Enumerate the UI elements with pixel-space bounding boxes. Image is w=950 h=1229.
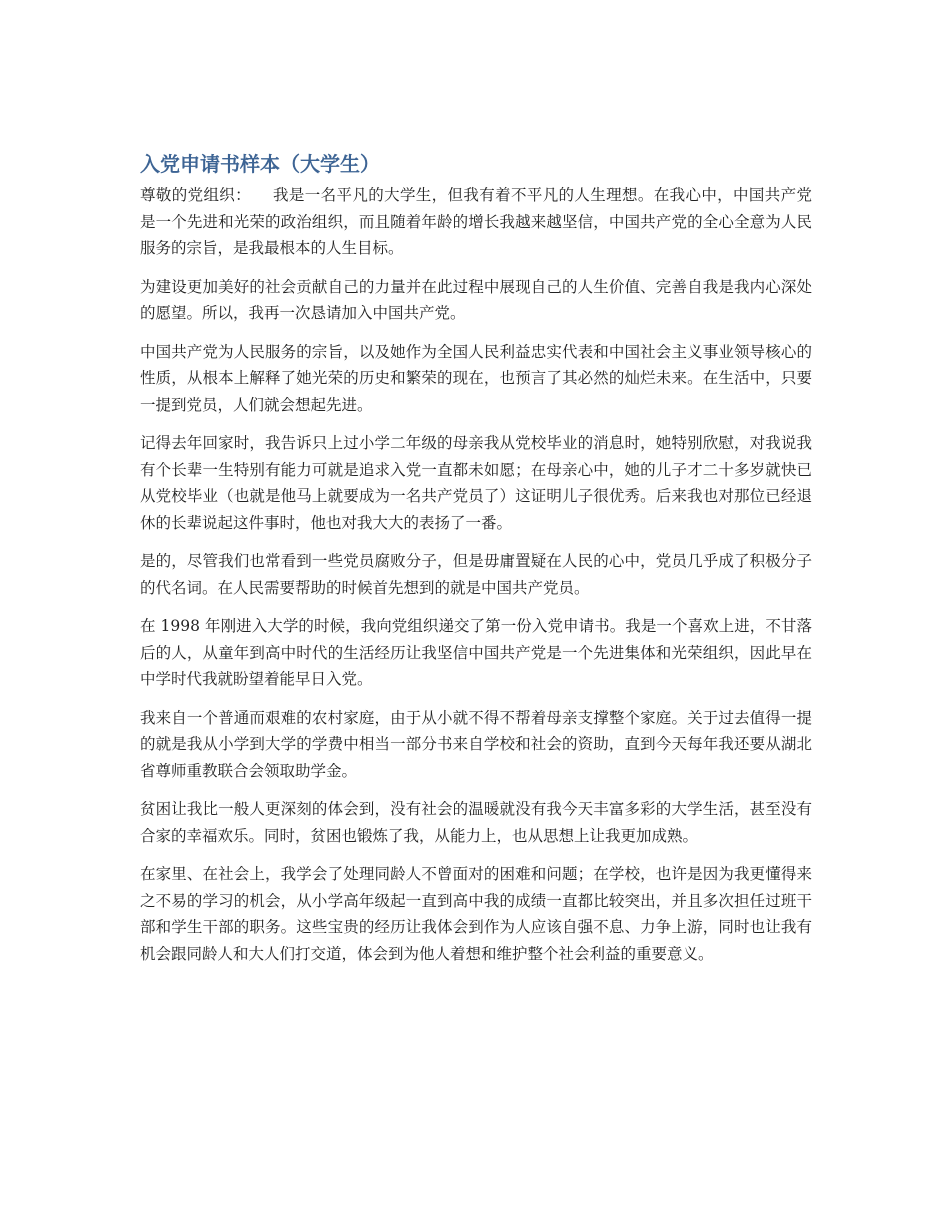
opening-paragraph bbox=[140, 182, 812, 262]
document-page bbox=[140, 150, 812, 979]
paragraph-text: 我是一名平凡的大学生，但我有着不平凡的人生理想。在我心中，中国共产党是一个先进和光荣的政治组织，而且随着年龄的增长我越来越坚信，中国共产党的全心全意为人民服务的宗旨，是我最根本的人生目标。 bbox=[140, 186, 812, 257]
paragraph: 为建设更加美好的社会贡献自己的力量并在此过程中展现自己的人生价值、完善自我是我内心深处的愿望。所以，我再一次恳请加入中国共产党。 bbox=[140, 277, 812, 322]
paragraph: 在家里、在社会上，我学会了处理同龄人不曾面对的困难和问题；在学校，也许是因为我更懂得来之不易的学习的机会，从小学高年级起一直到高中我的成绩一直都比较突出，并且多次担任过班干部和学生干部的职务。这些宝贵的经历让我体会到作为人应该自强不息、力争上游，同时也让我有机会跟同龄人和大人们打交道，体会到为他人着想和维护整个社会利益的重要意义。 bbox=[140, 865, 812, 963]
paragraph: 记得去年回家时，我告诉只上过小学二年级的母亲我从党校毕业的消息时，她特别欣慰，对我说我有个长辈一生特别有能力可就是追求入党一直都未如愿；在母亲心中，她的儿子才二十多岁就快已从党校毕业（也就是他马上就要成为一名共产党员了）这证明儿子很优秀。后来我也对那位已经退休的长辈说起这件事时，他也对我大大的表扬了一番。 bbox=[140, 434, 812, 532]
document-title: 入党申请书样本（大学生） bbox=[140, 152, 380, 176]
greeting: 尊敬的党组织： bbox=[140, 186, 252, 204]
paragraph: 贫困让我比一般人更深刻的体会到，没有社会的温暖就没有我今天丰富多彩的大学生活，甚至没有合家的幸福欢乐。同时，贫困也锻炼了我，从能力上，也从思想上让我更加成熟。 bbox=[140, 800, 812, 845]
paragraph: 我来自一个普通而艰难的农村家庭，由于从小就不得不帮着母亲支撑整个家庭。关于过去值得一提的就是我从小学到大学的学费中相当一部分书来自学校和社会的资助，直到今天每年我还要从湖北省尊师重教联合会领取助学金。 bbox=[140, 708, 812, 780]
paragraph: 是的，尽管我们也常看到一些党员腐败分子，但是毋庸置疑在人民的心中，党员几乎成了积极分子的代名词。在人民需要帮助的时候首先想到的就是中国共产党员。 bbox=[140, 552, 812, 597]
paragraph: 中国共产党为人民服务的宗旨，以及她作为全国人民利益忠实代表和中国社会主义事业领导核心的性质，从根本上解释了她光荣的历史和繁荣的现在，也预言了其必然的灿烂未来。在生活中，只要一提到党员，人们就会想起先进。 bbox=[140, 342, 812, 414]
paragraph: 在 1998 年刚进入大学的时候，我向党组织递交了第一份入党申请书。我是一个喜欢上进，不甘落后的人，从童年到高中时代的生活经历让我坚信中国共产党是一个先进集体和光荣组织，因此早在中学时代我就盼望着能早日入党。 bbox=[140, 617, 812, 688]
